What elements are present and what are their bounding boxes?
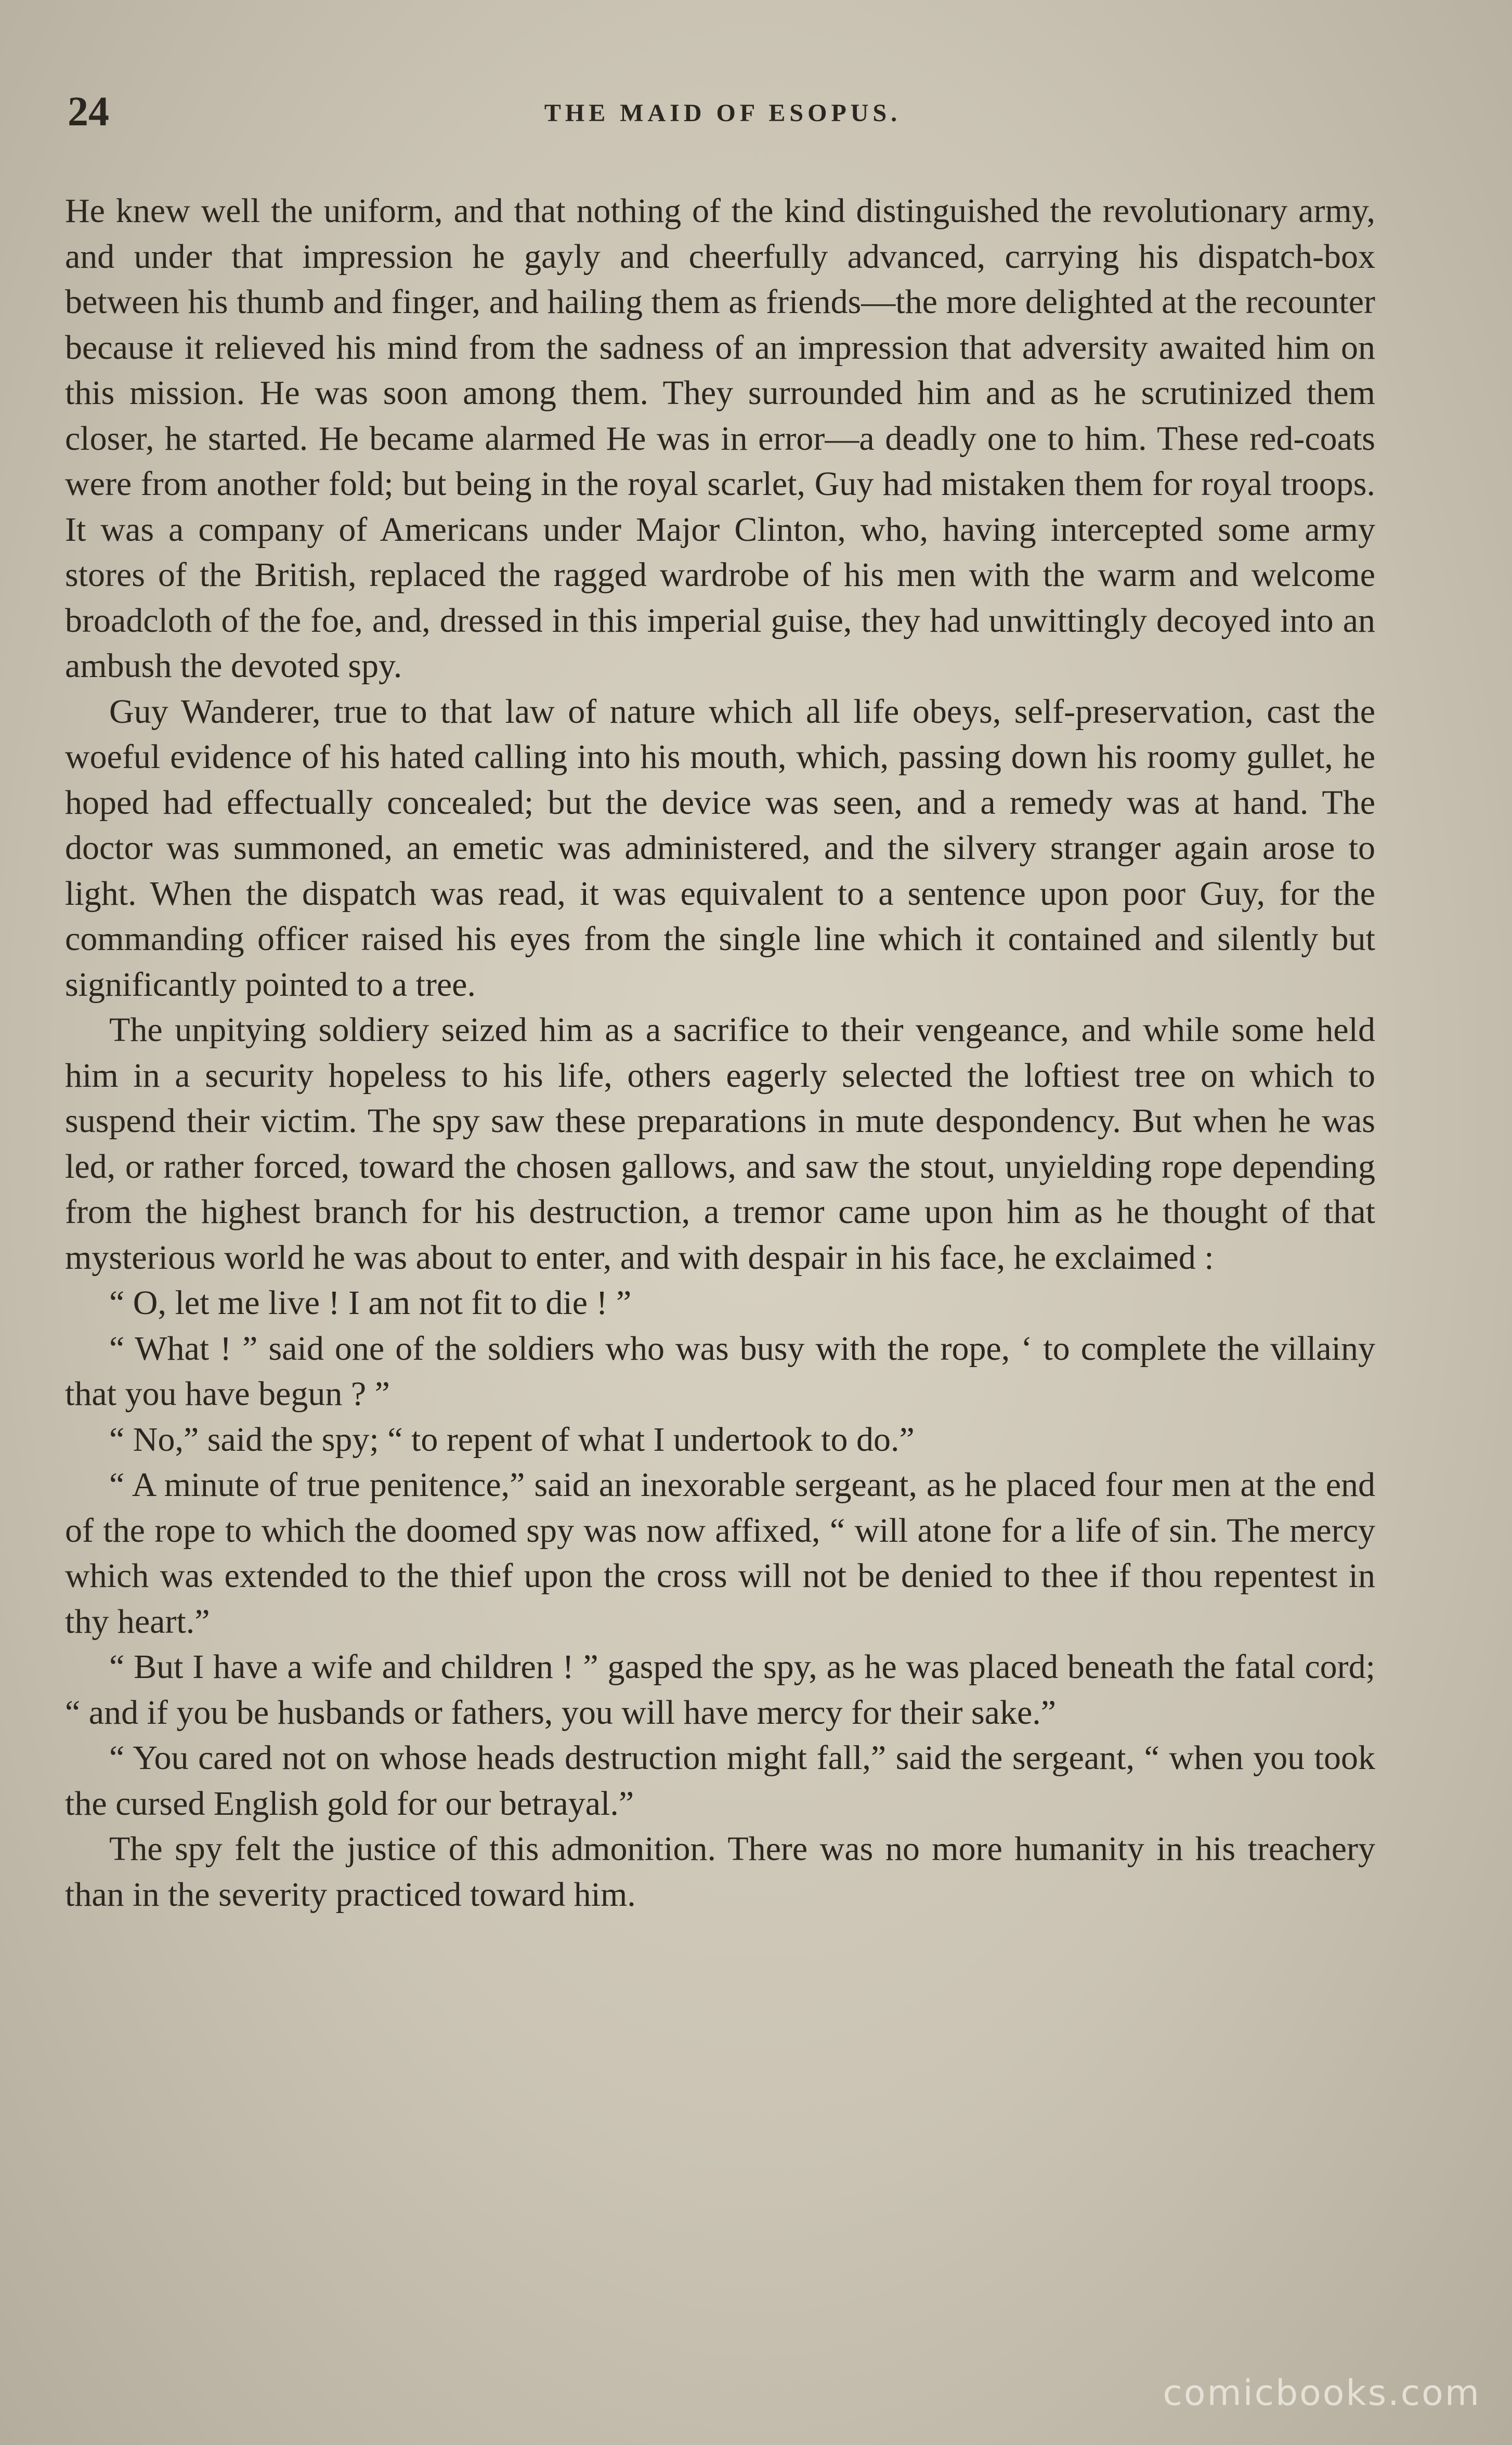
paragraph: “ No,” said the spy; “ to repent of what I undertook to do.”: [109, 1420, 915, 1459]
watermark: comicbooks.com: [1163, 2373, 1481, 2414]
running-head: [68, 83, 1378, 146]
paragraph: “ What ! ” said one of the soldiers who was busy with the rope, ‘ to complete the villainy that you have begun ? ”: [65, 1329, 1375, 1413]
paragraph: “ But I have a wife and children ! ” gasped the spy, as he was placed beneath the fatal cord; “ and if you be husbands or fathers, you will have mercy for their sake.”: [65, 1648, 1375, 1732]
paragraph: “ A minute of true penitence,” said an inexorable sergeant, as he placed four men at the end of the rope to which the doomed spy was now affixed, “ will atone for a life of sin. The mercy which was extended to the thief upon the cross will not be denied to thee if thou repentest in thy heart.”: [65, 1466, 1375, 1641]
running-title: THE MAID OF ESOPUS.: [544, 99, 902, 127]
paragraph: “ You cared not on whose heads destruction might fall,” said the sergeant, “ when you took the cursed English gold for our betrayal.”: [65, 1739, 1375, 1823]
paragraph: The unpitying soldiery seized him as a sacrifice to their vengeance, and while some held him in a security hopeless to his life, others eagerly selected the loftiest tree on which to suspend their victim. The spy saw these preparations in mute despondency. But when he was led, or rather forced, toward the chosen gallows, and saw the stout, unyielding rope depending from the highest branch for his destruction, a tremor came upon him as he thought of that mysterious world he was about to enter, and with despair in his face, he exclaimed :: [65, 1011, 1375, 1277]
paragraph: He knew well the uniform, and that nothing of the kind distinguished the revolutionary army, and under that impression he gayly and cheerfully advanced, carrying his dispatch-box between his thumb and finger, and hailing them as friends—the more delighted at the recounter because it relieved his mind from the sadness of an impression that adversity awaited him on this mission. He was soon among them. They surrounded him and as he scrutinized them closer, he started. He became alarmed He was in error—a deadly one to him. These red-coats were from another fold; but being in the royal scarlet, Guy had mistaken them for royal troops. It was a company of Americans under Major Clinton, who, having intercepted some army stores of the British, replaced the ragged wardrobe of his men with the warm and welcome broadcloth of the foe, and, dressed in this imperial guise, they had unwittingly decoyed into an ambush the devoted spy.: [65, 192, 1375, 685]
paragraph: Guy Wanderer, true to that law of nature which all life obeys, self-preservation, cast the woeful evidence of his hated calling into his mouth, which, passing down his roomy gullet, he hoped had effectually concealed; but the device was seen, and a remedy was at hand. The doctor was summoned, an emetic was administered, and the silvery stranger again arose to light. When the dispatch was read, it was equivalent to a sentence upon poor Guy, for the commanding officer raised his eyes from the single line which it contained and silently but significantly pointed to a tree.: [65, 692, 1375, 1004]
paragraph: “ O, let me live ! I am not fit to die ! ”: [109, 1284, 632, 1322]
body-text: [65, 188, 1375, 1917]
page-number: 24: [68, 89, 109, 135]
paragraph: The spy felt the justice of this admonition. There was no more humanity in his treachery than in the severity practiced toward him.: [65, 1830, 1375, 1914]
